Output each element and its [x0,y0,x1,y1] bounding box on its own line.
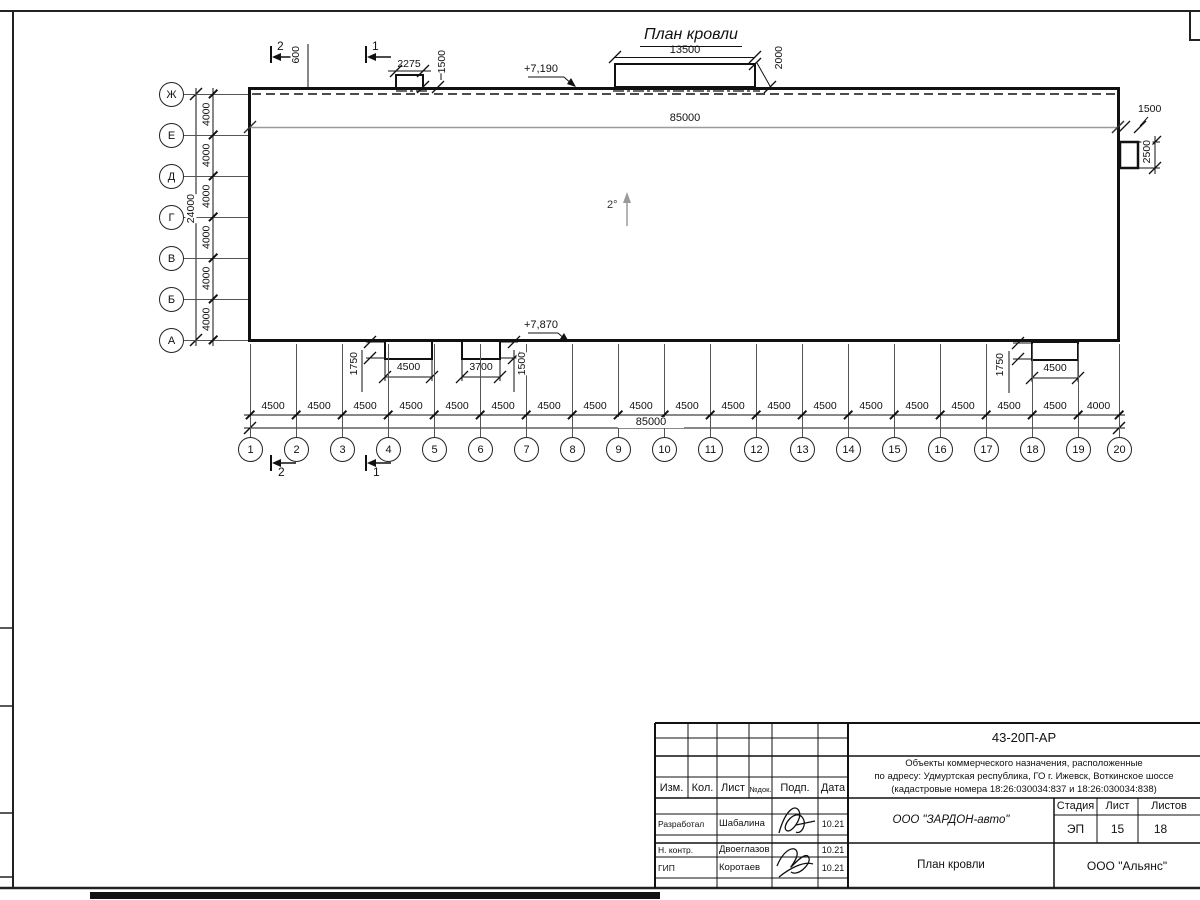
bottom-total-dimension: 85000 [618,417,684,428]
axis-extension-line [342,344,343,437]
axis-extension-line [572,344,573,437]
header-kol: Кол. [691,782,714,794]
role-gip: ГИП [658,863,675,873]
axis-number: 20 [1113,443,1126,456]
axis-letter: Е [167,129,176,142]
axis-number: 10 [658,443,671,456]
project-description-line3: (кадастровые номера 18:26:030034:837 и 18:26:030034:838) [891,784,1157,795]
sheet-value: 15 [1110,822,1125,836]
axis-number: 11 [704,443,717,456]
bay-dimension: 4000 [200,266,213,291]
date-ncontrol: 10.21 [821,845,845,855]
bay-dimension: 4500 [767,400,791,412]
axis-number: 13 [796,443,809,456]
axis-bubble [468,437,493,462]
right-feature-width: 1500 [1138,103,1162,115]
axis-bubble [330,437,355,462]
hatch1-depth: 1500 [436,50,448,74]
axis-number: 19 [1072,443,1085,456]
axis-extension-line [848,344,849,437]
axis-number: 6 [477,443,484,456]
role-developer: Разработал [658,819,705,829]
axis-leader-line [184,135,248,136]
name-developer: Шабалина [719,818,765,829]
axis-bubble [514,437,539,462]
axis-leader-line [184,340,248,341]
section-mark-2-bottom: 2 [278,465,285,479]
design-org: ООО "Альянс" [1086,859,1168,873]
axis-number: 8 [569,443,576,456]
axis-letter: Б [167,293,176,306]
bay-dimension: 4500 [721,400,745,412]
axis-number: 12 [750,443,763,456]
axis-number: 16 [934,443,947,456]
axis-bubble [1020,437,1045,462]
bay-dimension: 4500 [399,400,423,412]
axis-bubble [159,82,184,107]
axis-bubble [928,437,953,462]
header-ndok: №док. [749,785,772,794]
axis-extension-line [894,344,895,437]
header-data: Дата [820,782,846,794]
canopy3-width: 4500 [1043,362,1067,374]
axis-bubble [974,437,999,462]
axis-number: 7 [523,443,530,456]
project-description-line2: по адресу: Удмуртская республика, ГО г. Ижевск, Воткинское шоссе [874,771,1174,782]
left-total-dimension: 24000 [185,194,197,224]
axis-number: 5 [431,443,438,456]
axis-bubble [560,437,585,462]
axis-extension-line [1119,344,1120,437]
bay-dimension: 4500 [951,400,975,412]
header-list: Лист [721,782,745,794]
right-feature-depth: 2500 [1141,140,1153,164]
axis-bubble [159,328,184,353]
axis-bubble [836,437,861,462]
axis-number: 4 [385,443,392,456]
axis-letter: А [167,334,176,347]
axis-bubble [1066,437,1091,462]
building-outline [244,89,1124,341]
level-mark-low: +7,870 [524,319,558,331]
hatch2-width: 13500 [669,44,701,56]
role-ncontrol: Н. контр. [658,845,694,855]
section-mark-1-bottom: 1 [373,465,380,479]
bay-dimension: 4000 [1086,400,1111,412]
axis-leader-line [184,176,248,177]
stage-label: Стадия [1056,800,1095,812]
axis-letter: В [167,252,176,265]
customer-company: ООО "ЗАРДОН-авто" [892,814,1010,826]
axis-letter: Ж [166,88,177,101]
bay-dimension: 4500 [675,400,699,412]
axis-bubble [376,437,401,462]
axis-extension-line [756,344,757,437]
bay-dimension: 4500 [859,400,883,412]
axis-extension-line [802,344,803,437]
bay-dimension: 4500 [905,400,929,412]
axis-extension-line [434,344,435,437]
titleblock-drawing-title: План кровли [917,859,985,871]
bay-dimension: 4000 [200,143,213,168]
axis-bubble [790,437,815,462]
axis-letter: Г [168,211,175,224]
bay-dimension: 4000 [200,307,213,332]
axis-extension-line [940,344,941,437]
axis-number: 15 [888,443,901,456]
level-mark-high: +7,190 [524,63,558,75]
axis-bubble [422,437,447,462]
bay-dimension: 4500 [1043,400,1067,412]
project-description-line1: Объекты коммерческого назначения, расположенные [905,758,1143,769]
date-developer: 10.21 [821,819,845,829]
axis-extension-line [480,344,481,437]
canopy1-width: 4500 [396,361,421,373]
axis-bubble [159,205,184,230]
section-mark-2-top: 2 [277,39,284,53]
bay-dimension: 4500 [261,400,285,412]
parapet-offset: 600 [290,46,302,64]
bay-dimension: 4500 [629,400,653,412]
bay-dimension: 4000 [200,184,213,209]
date-gip: 10.21 [821,863,845,873]
axis-bubble [652,437,677,462]
axis-number: 14 [842,443,855,456]
bay-dimension: 4500 [445,400,469,412]
document-number: 43-20П-АР [991,730,1057,745]
header-podp: Подп. [780,782,810,794]
axis-extension-line [296,344,297,437]
axis-bubble [238,437,263,462]
axis-extension-line [388,344,389,437]
bay-dimension: 4500 [813,400,837,412]
axis-leader-line [184,258,248,259]
bay-dimension: 4500 [997,400,1021,412]
axis-extension-line [250,344,251,437]
bay-dimension: 4500 [307,400,331,412]
axis-number: 2 [293,443,300,456]
axis-bubble [284,437,309,462]
axis-bubble [606,437,631,462]
axis-number: 3 [339,443,346,456]
axis-extension-line [1032,344,1033,437]
axis-bubble [882,437,907,462]
hatch1-width: 2275 [397,58,421,70]
bay-dimension: 4000 [200,102,213,127]
bay-dimension: 4500 [491,400,515,412]
header-izm: Изм. [659,782,684,794]
axis-leader-line [184,94,248,95]
stage-value: ЭП [1066,822,1085,836]
axis-bubble [159,123,184,148]
name-gip: Коротаев [719,862,761,873]
name-ncontrol: Двоеглазов [719,844,770,855]
slope-label: 2° [607,199,618,211]
canopy2-width: 3700 [469,361,493,373]
section-mark-1-top: 1 [372,39,379,53]
right-roof-feature [1118,117,1161,174]
sheet-label: Лист [1105,800,1130,812]
drawing-title: План кровли [640,26,742,47]
axis-bubble [159,246,184,271]
axis-bubble [159,287,184,312]
sheets-label: Листов [1151,800,1187,812]
bay-dimension: 4500 [583,400,607,412]
canopy3-offset: 1750 [994,353,1006,377]
axis-bubble [159,164,184,189]
axis-number: 9 [615,443,622,456]
axis-number: 17 [980,443,993,456]
axis-extension-line [710,344,711,437]
canopy1-offset: 1750 [348,352,360,376]
bay-dimension: 4000 [200,225,213,250]
axis-number: 18 [1026,443,1039,456]
sheets-value: 18 [1153,822,1168,836]
axis-extension-line [1078,344,1079,437]
axis-number: 1 [247,443,254,456]
axis-bubble [744,437,769,462]
axis-leader-line [184,299,248,300]
axis-extension-line [986,344,987,437]
hatch2-depth: 2000 [773,46,785,70]
bay-dimension: 4500 [537,400,561,412]
axis-bubble [698,437,723,462]
bay-dimension: 4500 [353,400,377,412]
axis-letter: Д [167,170,176,183]
axis-bubble [1107,437,1132,462]
canopy2-offset: 1500 [516,352,528,376]
top-total-dimension: 85000 [646,113,724,124]
